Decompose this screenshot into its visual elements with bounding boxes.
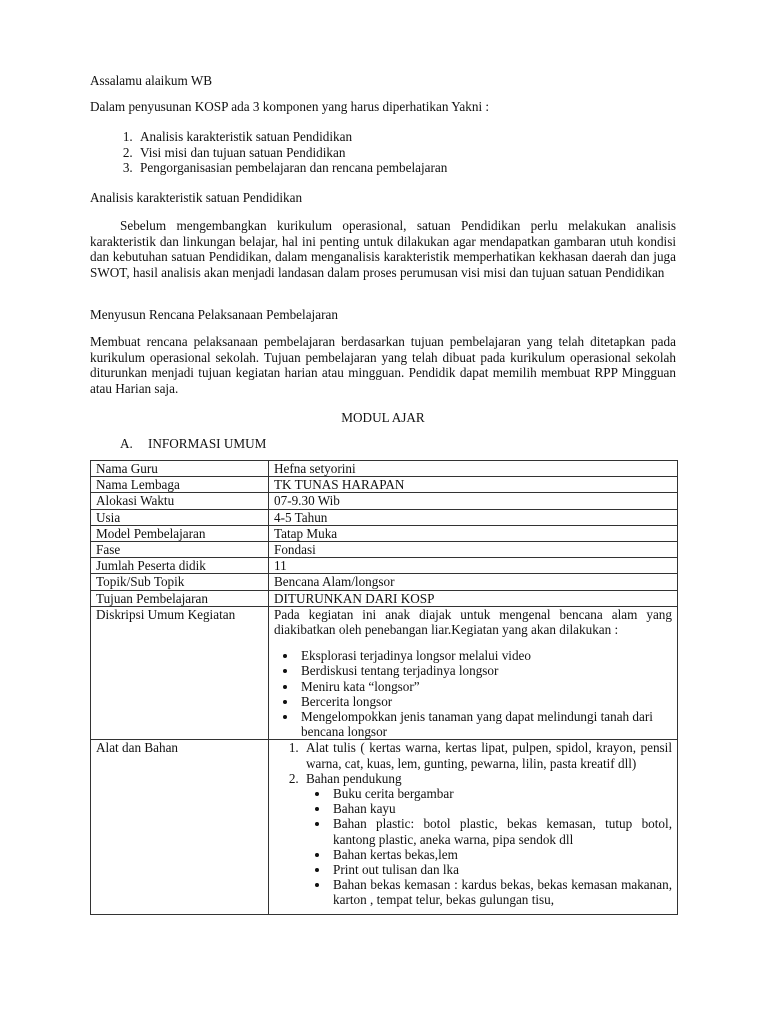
cell-value: Fondasi — [269, 542, 678, 558]
list-item: • Print out tulisan dan lka — [330, 862, 672, 877]
list-item: • Buku cerita bergambar — [330, 786, 672, 801]
cell-value — [269, 606, 678, 740]
table-row — [91, 574, 678, 590]
table-row — [91, 740, 678, 915]
list-item: • Berdiskusi tentang terjadinya longsor — [298, 663, 672, 678]
list-item: • Meniru kata “longsor” — [298, 679, 672, 694]
list-item: • Bahan kertas bekas,lem — [330, 847, 672, 862]
cell-value: TK TUNAS HARAPAN — [269, 477, 678, 493]
section-heading — [120, 436, 266, 452]
section-letter: A. — [120, 436, 133, 451]
components-list — [90, 129, 676, 176]
list-item: 2. Visi misi dan tujuan satuan Pendidikan — [136, 145, 676, 161]
cell-value: 4-5 Tahun — [269, 509, 678, 525]
cell-label: Alat dan Bahan — [91, 740, 269, 915]
list-item: • Bahan plastic: botol plastic, bekas kemasan, tutup botol, kantong plastic, aneka warna, pipa sendok dll — [330, 816, 672, 846]
list-item: • Eksplorasi terjadinya longsor melalui video — [298, 648, 672, 663]
materials-list — [274, 740, 672, 907]
cell-label: Nama Guru — [91, 461, 269, 477]
cell-label: Diskripsi Umum Kegiatan — [91, 606, 269, 740]
activity-list — [274, 648, 672, 739]
cell-label: Nama Lembaga — [91, 477, 269, 493]
list-item: 1. Alat tulis ( kertas warna, kertas lipat, pulpen, spidol, krayon, pensil warna, cat, kuas, lem, gunting, pewarna, lilin, pasta kreatif dll) — [302, 740, 672, 770]
cell-label: Model Pembelajaran — [91, 525, 269, 541]
modul-title: MODUL AJAR — [341, 410, 425, 425]
cell-value: 11 — [269, 558, 678, 574]
description-text: Pada kegiatan ini anak diajak untuk mengenal bencana alam yang diakibatkan oleh penebangan liar.Kegiatan yang akan dilakukan : — [274, 606, 672, 638]
heading-rpp: Menyusun Rencana Pelaksanaan Pembelajaran — [90, 307, 338, 322]
heading-analisis: Analisis karakteristik satuan Pendidikan — [90, 190, 303, 205]
table-row — [91, 590, 678, 606]
cell-label: Fase — [91, 542, 269, 558]
table-row — [91, 606, 678, 740]
paragraph-rpp: Membuat rencana pelaksanaan pembelajaran berdasarkan tujuan pembelajaran yang telah ditetapkan pada kurikulum operasional sekolah. Tujuan pembelajaran yang telah dibuat pada kurikulum operasional sekolah diturunkan menjadi tujuan kegiatan harian atau mingguan. Pendidik dapat memilih membuat RPP Mingguan atau Harian saja. — [90, 334, 676, 396]
greeting: Assalamu alaikum WB — [90, 73, 213, 88]
table-row — [91, 525, 678, 541]
table-row — [91, 542, 678, 558]
table-row — [91, 509, 678, 525]
info-table — [90, 460, 678, 915]
cell-value: Hefna setyorini — [269, 461, 678, 477]
list-item: 3. Pengorganisasian pembelajaran dan rencana pembelajaran — [136, 160, 676, 176]
list-item: • Bahan kayu — [330, 801, 672, 816]
table-row — [91, 461, 678, 477]
cell-label: Jumlah Peserta didik — [91, 558, 269, 574]
cell-value: Bencana Alam/longsor — [269, 574, 678, 590]
list-item — [302, 771, 672, 908]
cell-value: DITURUNKAN DARI KOSP — [269, 590, 678, 606]
paragraph-analisis: Sebelum mengembangkan kurikulum operasional, satuan Pendidikan perlu melakukan analisis karakteristik dan linkungan belajar, hal ini penting untuk dilakukan agar mendapatkan gambaran utuh kondisi dan kebutuhan satuan Pendidikan, dalam menganalisis karakteristik memperhatikan kekhasan daerah dan juga SWOT, hasil analisis akan menjadi landasan dalam proses perumusan visi misi dan tujuan satuan Pendidikan — [90, 218, 676, 280]
cell-label: Tujuan Pembelajaran — [91, 590, 269, 606]
table-row — [91, 477, 678, 493]
cell-value: Tatap Muka — [269, 525, 678, 541]
section-title: INFORMASI UMUM — [148, 436, 267, 451]
cell-label: Usia — [91, 509, 269, 525]
table-row — [91, 493, 678, 509]
list-item: • Bercerita longsor — [298, 694, 672, 709]
list-item: • Bahan bekas kemasan : kardus bekas, bekas kemasan makanan, karton , tempat telur, bekas gulungan tisu, — [330, 877, 672, 907]
cell-label: Topik/Sub Topik — [91, 574, 269, 590]
intro-text: Dalam penyusunan KOSP ada 3 komponen yang harus diperhatikan Yakni : — [90, 99, 490, 114]
support-materials-list — [306, 786, 672, 908]
list-item: • Mengelompokkan jenis tanaman yang dapat melindungi tanah dari bencana longsor — [298, 709, 672, 739]
list-item: 1. Analisis karakteristik satuan Pendidikan — [136, 129, 676, 145]
table-row — [91, 558, 678, 574]
cell-value — [269, 740, 678, 915]
cell-value: 07-9.30 Wib — [269, 493, 678, 509]
list-item-label: Bahan pendukung — [306, 770, 402, 786]
cell-label: Alokasi Waktu — [91, 493, 269, 509]
